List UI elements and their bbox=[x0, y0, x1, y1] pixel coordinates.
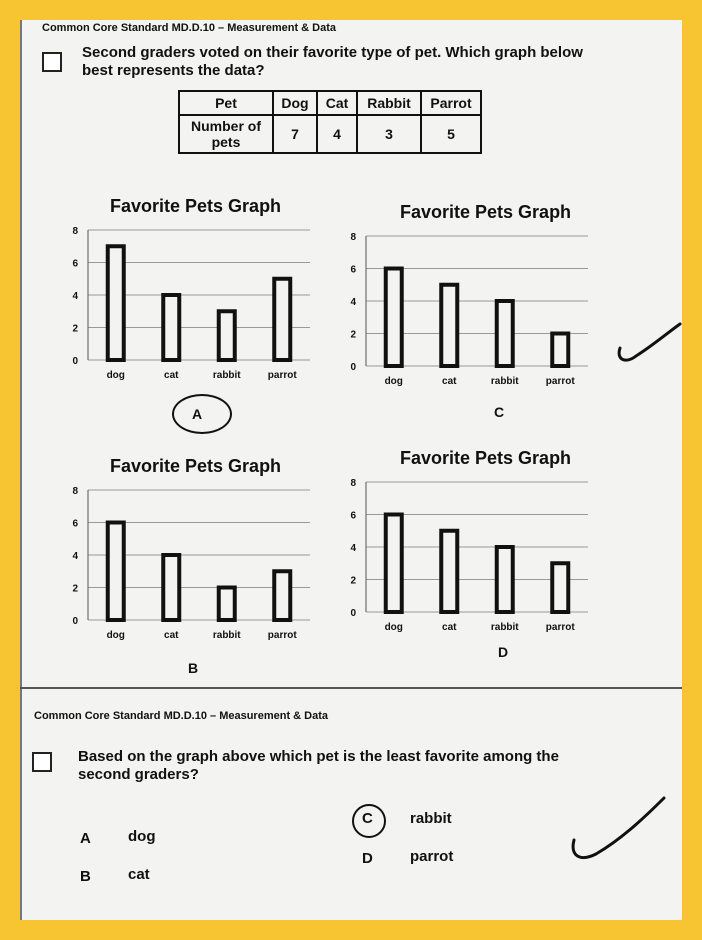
y-tick-label: 6 bbox=[72, 258, 78, 270]
bar bbox=[441, 285, 457, 366]
chart-c-plot bbox=[338, 226, 598, 406]
x-tick-label: parrot bbox=[267, 630, 297, 641]
pets-table-count: 5 bbox=[421, 115, 481, 153]
chart-c bbox=[338, 202, 598, 402]
pets-table-row-label: Number of pets bbox=[179, 115, 273, 153]
y-tick-label: 4 bbox=[350, 543, 356, 554]
y-tick-label: 0 bbox=[350, 362, 356, 373]
x-tick-label: cat bbox=[442, 622, 457, 633]
y-tick-label: 6 bbox=[350, 510, 356, 522]
x-tick-label: rabbit bbox=[490, 622, 519, 633]
page-edge-line bbox=[20, 20, 22, 920]
x-tick-label: dog bbox=[106, 630, 125, 641]
y-tick-label: 2 bbox=[350, 329, 356, 341]
y-tick-label: 6 bbox=[350, 264, 356, 276]
y-tick-label: 2 bbox=[72, 583, 78, 595]
y-tick-label: 8 bbox=[350, 232, 356, 243]
chart-b bbox=[60, 456, 320, 656]
pets-table-pet: Dog bbox=[273, 91, 317, 115]
bar bbox=[386, 515, 402, 613]
q2-option-letter-c[interactable]: C bbox=[362, 810, 373, 827]
y-tick-label: 4 bbox=[72, 551, 78, 562]
x-tick-label: dog bbox=[384, 376, 403, 387]
chart-title: Favorite Pets Graph bbox=[110, 456, 282, 476]
bar bbox=[219, 588, 235, 621]
x-tick-label: parrot bbox=[545, 622, 575, 633]
pets-table-pet: Rabbit bbox=[357, 91, 421, 115]
bar bbox=[552, 334, 568, 367]
q2-option-text-b[interactable]: cat bbox=[128, 866, 150, 883]
bar bbox=[108, 246, 124, 360]
bar bbox=[497, 301, 513, 366]
chart-option-a[interactable]: A bbox=[192, 406, 203, 422]
y-tick-label: 8 bbox=[350, 478, 356, 489]
x-tick-label: cat bbox=[164, 630, 179, 641]
x-tick-label: cat bbox=[164, 370, 179, 381]
y-tick-label: 2 bbox=[350, 575, 356, 587]
chart-option-b[interactable]: B bbox=[188, 660, 199, 676]
q2-checkbox[interactable] bbox=[32, 752, 52, 772]
chart-b-plot bbox=[60, 480, 320, 660]
chart-d bbox=[338, 448, 598, 648]
chart-option-d[interactable]: D bbox=[498, 644, 509, 660]
pets-table-header-label: Pet bbox=[179, 91, 273, 115]
bar bbox=[108, 523, 124, 621]
q2-question: Based on the graph above which pet is the least favorite among the second graders? bbox=[78, 748, 559, 783]
bar bbox=[552, 563, 568, 612]
pets-table-pet: Cat bbox=[317, 91, 357, 115]
x-tick-label: parrot bbox=[267, 370, 297, 381]
chart-a bbox=[60, 196, 320, 396]
x-tick-label: rabbit bbox=[212, 630, 241, 641]
check-mark-icon bbox=[568, 790, 668, 870]
section-divider bbox=[20, 687, 682, 689]
q2-option-letter-a[interactable]: A bbox=[80, 830, 91, 847]
pets-table-count: 7 bbox=[273, 115, 317, 153]
bar bbox=[163, 295, 179, 360]
worksheet-page bbox=[20, 20, 682, 920]
bar bbox=[274, 279, 290, 360]
y-tick-label: 8 bbox=[72, 226, 78, 237]
chart-d-plot bbox=[338, 472, 598, 652]
x-tick-label: dog bbox=[106, 370, 125, 381]
pets-table-count: 4 bbox=[317, 115, 357, 153]
chart-title: Favorite Pets Graph bbox=[110, 196, 282, 216]
x-tick-label: rabbit bbox=[212, 370, 241, 381]
q2-option-text-d[interactable]: parrot bbox=[410, 848, 454, 865]
chart-title: Favorite Pets Graph bbox=[400, 202, 572, 222]
y-tick-label: 0 bbox=[350, 608, 356, 619]
pets-table bbox=[178, 90, 482, 154]
pets-table-count: 3 bbox=[357, 115, 421, 153]
y-tick-label: 4 bbox=[72, 291, 78, 302]
bar bbox=[163, 555, 179, 620]
x-tick-label: dog bbox=[384, 622, 403, 633]
y-tick-label: 4 bbox=[350, 297, 356, 308]
pets-table-count-row bbox=[179, 115, 481, 153]
bar bbox=[497, 547, 513, 612]
q1-checkbox[interactable] bbox=[42, 52, 62, 72]
y-tick-label: 8 bbox=[72, 486, 78, 497]
bar bbox=[219, 311, 235, 360]
q1-standard: Common Core Standard MD.D.10 – Measurement & Data bbox=[42, 22, 337, 34]
bar bbox=[441, 531, 457, 612]
q2-option-letter-d[interactable]: D bbox=[362, 850, 373, 867]
bar bbox=[386, 269, 402, 367]
y-tick-label: 0 bbox=[72, 616, 78, 627]
chart-title: Favorite Pets Graph bbox=[400, 448, 572, 468]
check-mark-icon bbox=[612, 320, 682, 370]
bar bbox=[274, 571, 290, 620]
pets-table-pet: Parrot bbox=[421, 91, 481, 115]
q2-option-letter-b[interactable]: B bbox=[80, 868, 91, 885]
x-tick-label: cat bbox=[442, 376, 457, 387]
x-tick-label: parrot bbox=[545, 376, 575, 387]
x-tick-label: rabbit bbox=[490, 376, 519, 387]
y-tick-label: 6 bbox=[72, 518, 78, 530]
chart-option-c[interactable]: C bbox=[494, 404, 505, 420]
y-tick-label: 0 bbox=[72, 356, 78, 367]
q1-question: Second graders voted on their favorite type of pet. Which graph below best represents the data? bbox=[82, 44, 583, 79]
pets-table-header-row bbox=[179, 91, 481, 115]
q2-option-text-c[interactable]: rabbit bbox=[410, 810, 452, 827]
q2-standard: Common Core Standard MD.D.10 – Measurement & Data bbox=[34, 710, 329, 722]
y-tick-label: 2 bbox=[72, 323, 78, 335]
q2-option-text-a[interactable]: dog bbox=[128, 828, 156, 845]
chart-a-plot bbox=[60, 220, 320, 400]
